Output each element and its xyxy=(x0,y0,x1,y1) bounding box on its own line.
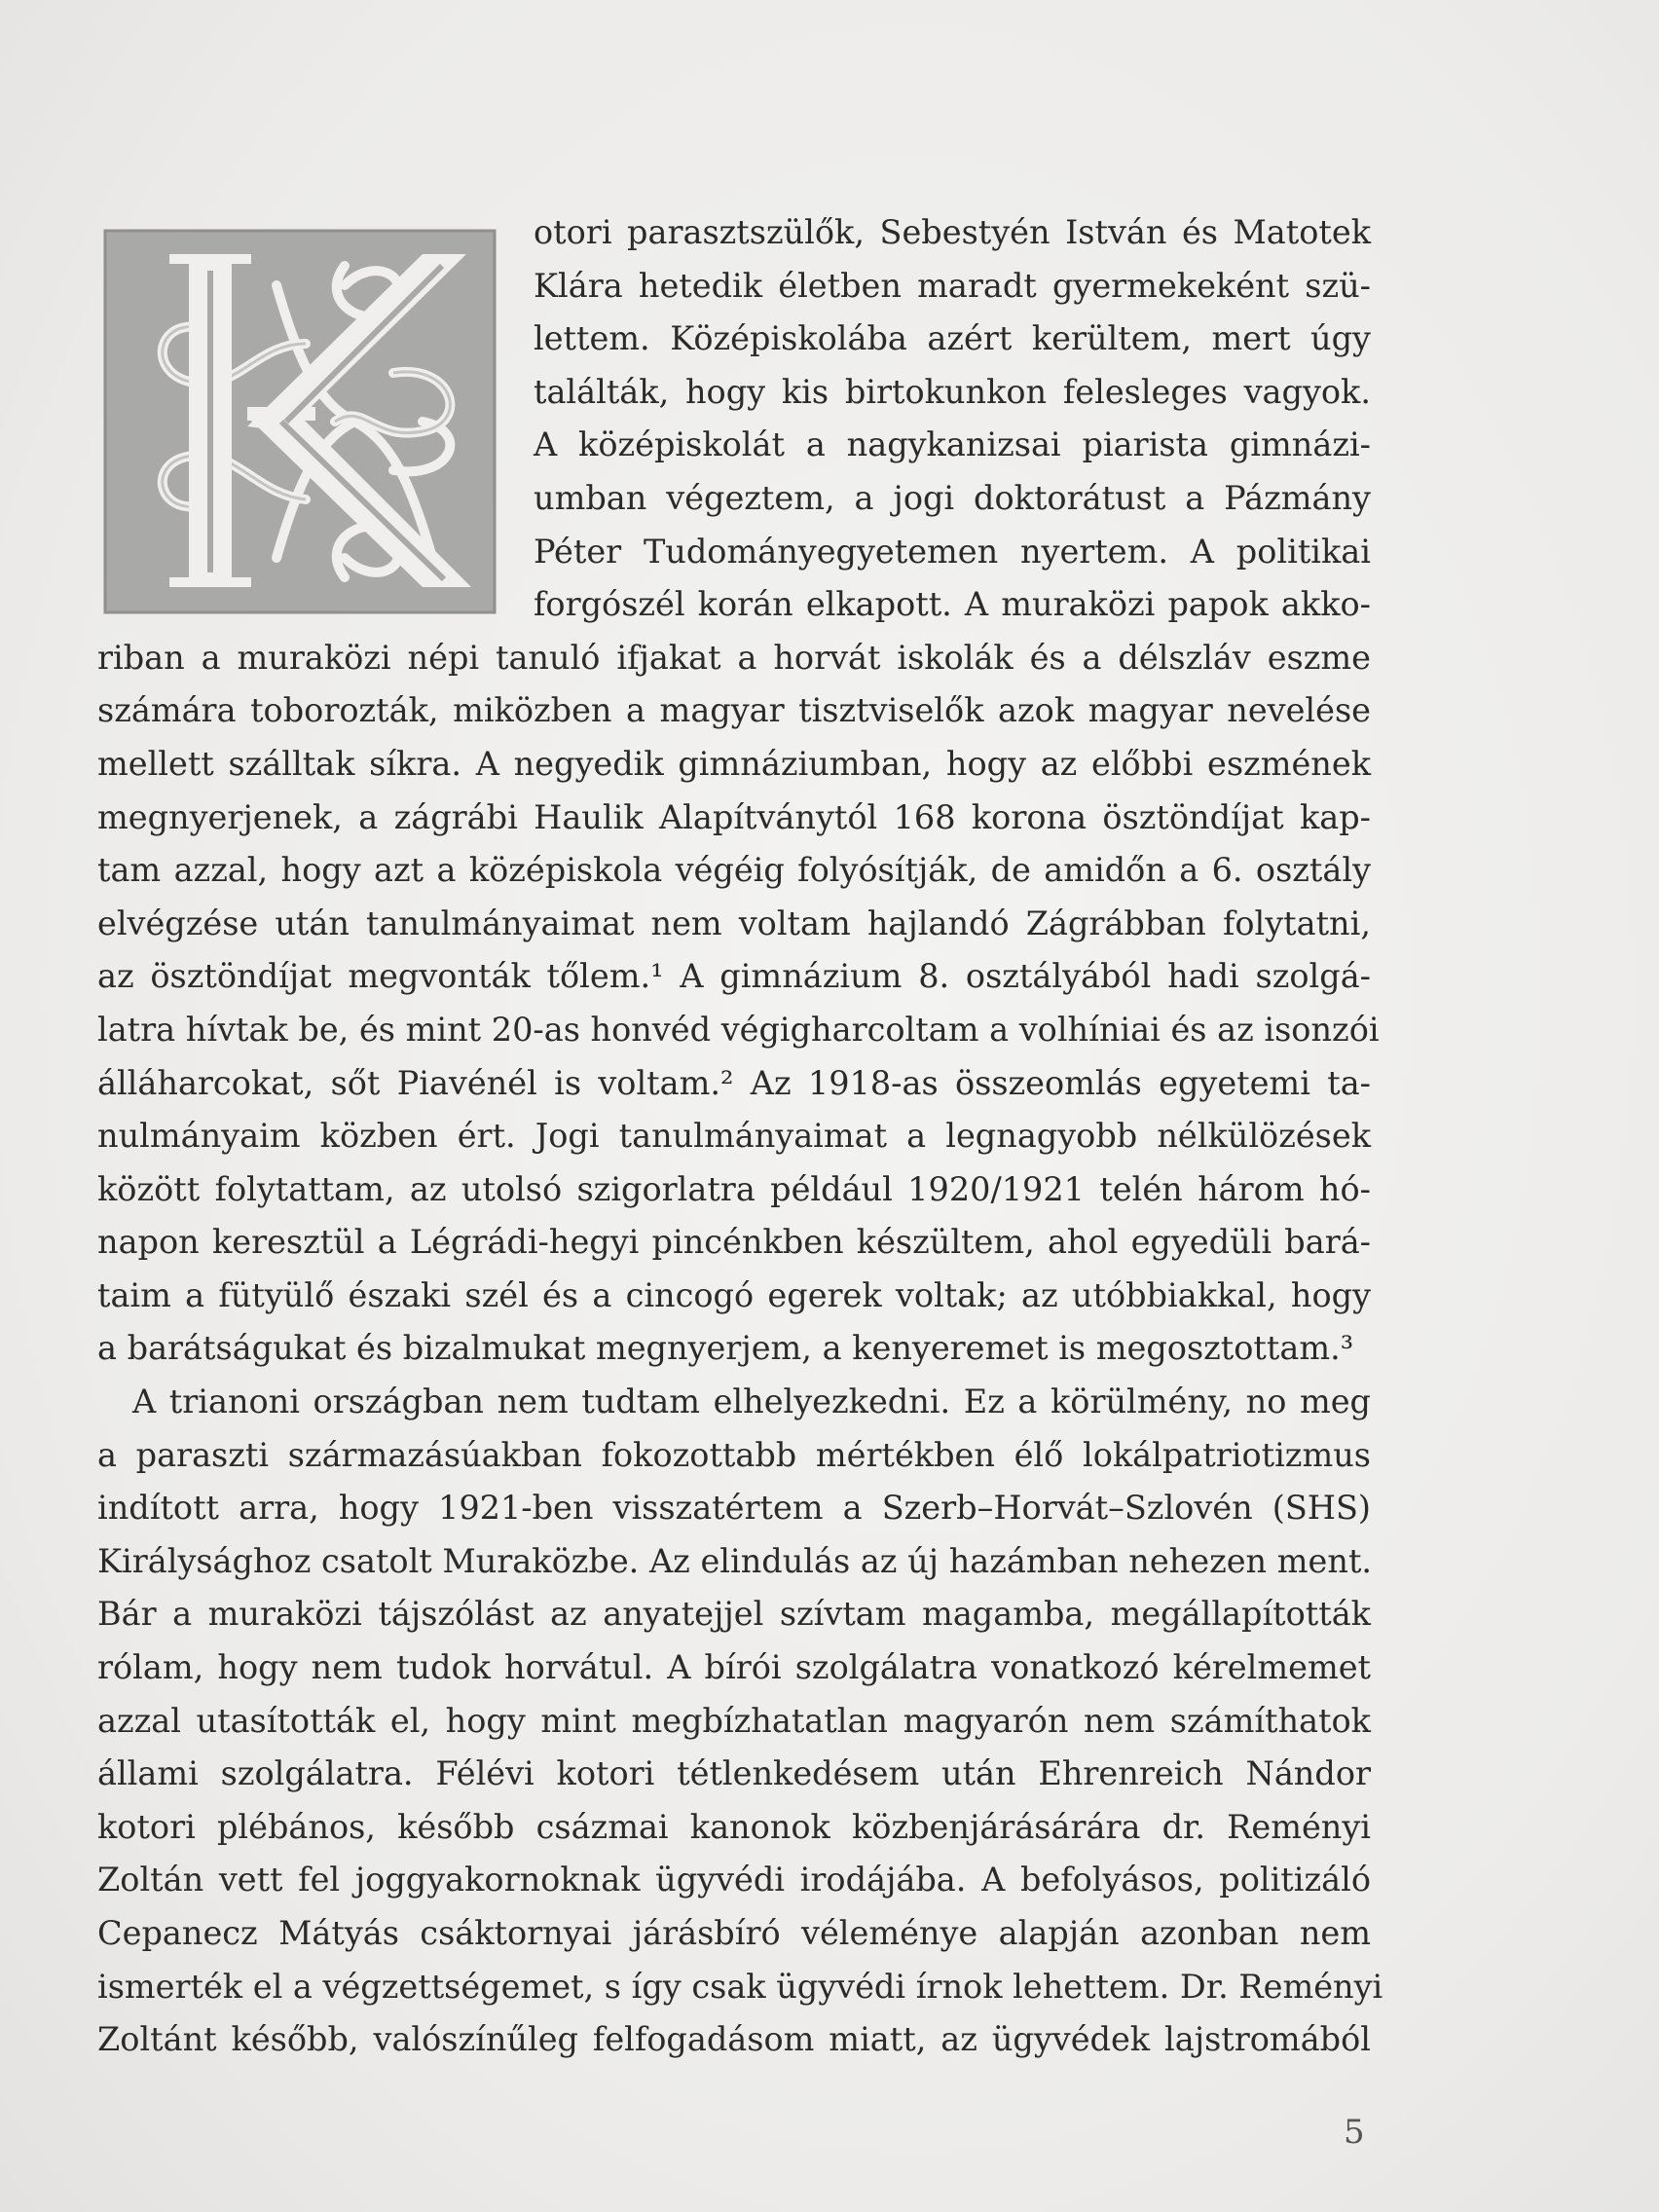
text-line: megnyerjenek, a zágrábi Haulik Alapítványtól 168 korona ösztöndíjat kap- xyxy=(97,797,1371,836)
text-line: Királysághoz csatolt Muraközbe. Az elindulás az új hazámban nehezen ment. xyxy=(97,1541,1373,1580)
text-line: Bár a muraközi tájszólást az anyatejjel szívtam magamba, megállapították xyxy=(97,1595,1371,1634)
text-line: azzal utasították el, hogy mint megbízhatatlan magyarón nem számíthatok xyxy=(97,1701,1371,1740)
text-line: a paraszti származásúakban fokozottabb mértékben élő lokálpatriotizmus xyxy=(97,1435,1371,1474)
text-line: lettem. Középiskolába azért kerültem, mert úgy xyxy=(534,319,1371,358)
text-line: Cepanecz Mátyás csáktornyai járásbíró véleménye alapján azonban nem xyxy=(97,1914,1371,1952)
text-line: álláharcokat, sőt Piavénél is voltam.² Az 1918-as összeomlás egyetemi ta- xyxy=(97,1063,1371,1102)
text-line: mellett szálltak síkra. A negyedik gimnáziumban, hogy az előbbi eszmének xyxy=(97,744,1371,783)
text-line: az ösztöndíjat megvonták tőlem.¹ A gimnázium 8. osztályából hadi szolgá- xyxy=(97,957,1371,996)
text-line: között folytattam, az utolsó szigorlatra például 1920/1921 telén három hó- xyxy=(97,1169,1371,1208)
text-line: riban a muraközi népi tanuló ifjakat a horvát iskolák és a délszláv eszme xyxy=(97,638,1371,677)
text-line: umban végeztem, a jogi doktorátust a Pázmány xyxy=(534,478,1371,517)
text-line: A középiskolát a nagykanizsai piarista gimnázi- xyxy=(534,425,1371,464)
text-line: Klára hetedik életben maradt gyermekeként szü- xyxy=(534,266,1371,305)
text-line: Zoltán vett fel joggyakornoknak ügyvédi irodájába. A befolyásos, politizáló xyxy=(97,1861,1371,1899)
text-line: Zoltánt később, valószínűleg felfogadásom miatt, az ügyvédek lajstromából xyxy=(97,2020,1371,2059)
text-line: otori parasztszülők, Sebestyén István és Matotek xyxy=(534,213,1371,251)
paragraph-1 xyxy=(97,206,1380,1376)
text-line: állami szolgálatra. Félévi kotori tétlenkedésem után Ehrenreich Nándor xyxy=(97,1754,1371,1793)
text-line: számára toborozták, miközben a magyar tisztviselők azok magyar nevelése xyxy=(97,691,1371,730)
text-line: indított arra, hogy 1921-ben visszatértem a Szerb–Horvát–Szlovén (SHS) xyxy=(97,1489,1371,1528)
text-line: napon keresztül a Légrádi-hegyi pincénkben készültem, ahol egyedüli bará- xyxy=(97,1223,1371,1262)
text-line: rólam, hogy nem tudok horvátul. A bírói szolgálatra vonatkozó kérelmemet xyxy=(97,1648,1371,1687)
text-line: találták, hogy kis birtokunkon felesleges vagyok. xyxy=(534,372,1371,411)
text-line: ismerték el a végzettségemet, s így csak ügyvédi írnok lehettem. Dr. Reményi xyxy=(97,1967,1383,2006)
text-line: A trianoni országban nem tudtam elhelyezkedni. Ez a körülmény, no meg xyxy=(132,1382,1371,1421)
text-line: latra hívtak be, és mint 20-as honvéd végigharcoltam a volhíniai és az isonzói xyxy=(97,1010,1380,1049)
paragraph-2 xyxy=(97,1376,1383,2067)
text-line: tam azzal, hogy azt a középiskola végéig folyósítják, de amidőn a 6. osztály xyxy=(97,851,1371,890)
text-line: kotori plébános, később csázmai kanonok közbenjárásárára dr. Reményi xyxy=(97,1807,1371,1846)
text-line: nulmányaim közben ért. Jogi tanulmányaimat a legnagyobb nélkülözések xyxy=(97,1117,1371,1156)
body-text xyxy=(97,206,1383,2067)
page-number: 5 xyxy=(1344,2113,1365,2152)
text-line: a barátságukat és bizalmukat megnyerjem, a kenyeremet is megosztottam.³ xyxy=(97,1329,1354,1368)
text-line: Péter Tudományegyetemen nyertem. A politikai xyxy=(534,532,1371,571)
text-line: forgószél korán elkapott. A muraközi papok akko- xyxy=(534,585,1371,624)
text-line: taim a fütyülő északi szél és a cincogó egerek voltak; az utóbbiakkal, hogy xyxy=(97,1275,1371,1314)
text-line: elvégzése után tanulmányaimat nem voltam hajlandó Zágrábban folytatni, xyxy=(97,903,1371,942)
